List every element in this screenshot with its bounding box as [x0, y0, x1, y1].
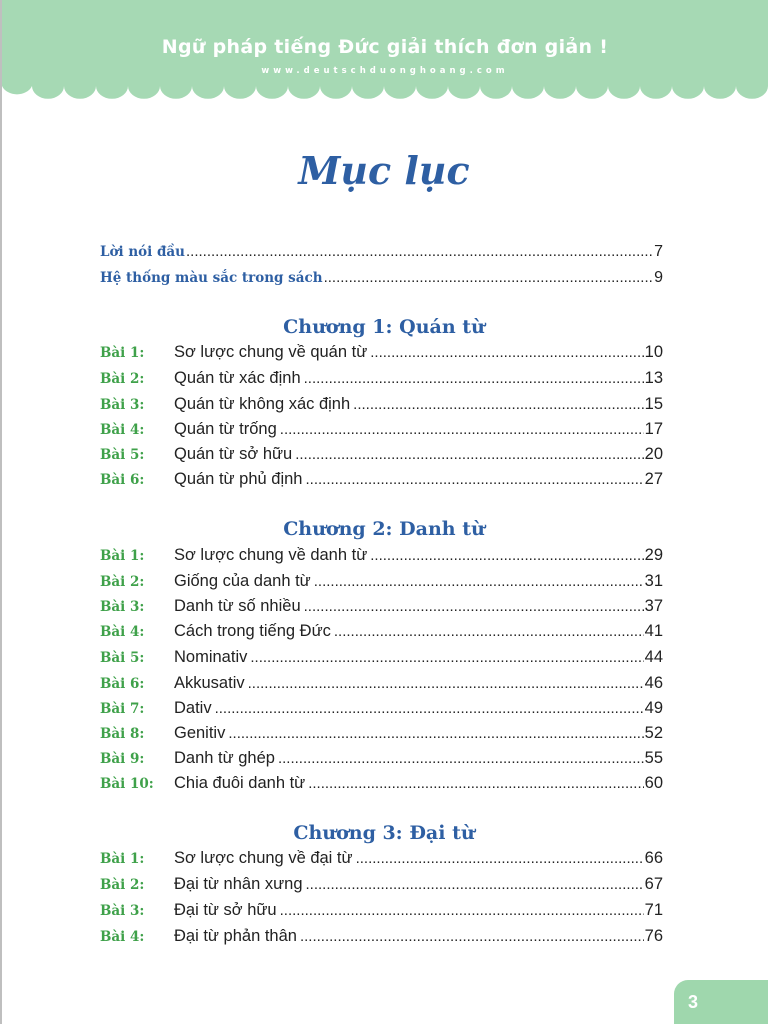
lesson-number: Bài 3:: [100, 903, 145, 919]
toc-lesson[interactable]: [100, 395, 663, 419]
lesson-page: 17: [644, 420, 663, 438]
toc-lesson[interactable]: [100, 445, 663, 469]
lesson-name: Danh từ số nhiều: [174, 597, 301, 615]
lesson-name: Chia đuôi danh từ: [174, 774, 306, 792]
toc-lesson[interactable]: [100, 674, 663, 698]
lesson-number: Bài 7:: [100, 701, 145, 717]
leader-dots: [250, 649, 643, 666]
lesson-number: Bài 2:: [100, 574, 145, 590]
lesson-name: Quán từ xác định: [174, 369, 301, 387]
lesson-name: Quán từ phủ định: [174, 470, 303, 488]
lesson-number: Bài 5:: [100, 447, 145, 463]
toc-lesson[interactable]: [100, 724, 663, 748]
book-title: Ngữ pháp tiếng Đức giải thích đơn giản !: [161, 36, 609, 58]
leader-dots: [314, 573, 644, 590]
toc-lesson[interactable]: [100, 901, 663, 925]
toc-lesson[interactable]: [100, 420, 663, 444]
leader-dots: [370, 344, 643, 361]
lesson-page: 49: [644, 699, 663, 717]
lesson-number: Bài 6:: [100, 676, 145, 692]
toc-lesson[interactable]: [100, 875, 663, 899]
lesson-number: Bài 1:: [100, 548, 145, 564]
lesson-name: Đại từ phản thân: [174, 927, 297, 945]
leader-dots: [280, 421, 644, 438]
leader-dots: [186, 243, 653, 260]
lesson-name: Sơ lược chung về quán từ: [174, 343, 368, 361]
leader-dots: [308, 775, 643, 792]
toc-entry-preface[interactable]: [100, 243, 663, 267]
lesson-number: Bài 4:: [100, 422, 145, 438]
leader-dots: [280, 902, 644, 919]
lesson-page: 41: [644, 622, 663, 640]
chapter-1-heading: Chương 1: Quán từ: [283, 316, 485, 338]
lesson-page: 52: [644, 724, 663, 742]
toc-lesson[interactable]: [100, 749, 663, 773]
leader-dots: [353, 396, 643, 413]
website-url: www.deutschduonghoang.com: [261, 66, 509, 76]
toc-lesson[interactable]: [100, 648, 663, 672]
lesson-number: Bài 5:: [100, 650, 145, 666]
lesson-page: 29: [644, 546, 663, 564]
leader-dots: [304, 598, 644, 615]
leader-dots: [215, 700, 644, 717]
lesson-page: 67: [644, 875, 663, 893]
leader-dots: [228, 725, 643, 742]
lesson-page: 60: [644, 774, 663, 792]
lesson-number: Bài 4:: [100, 624, 145, 640]
leader-dots: [300, 928, 644, 945]
toc-lesson[interactable]: [100, 622, 663, 646]
leader-dots: [304, 370, 644, 387]
leader-dots: [324, 269, 654, 286]
lesson-name: Cách trong tiếng Đức: [174, 622, 331, 640]
lesson-page: 44: [644, 648, 663, 666]
entry-page: 7: [654, 243, 663, 260]
page-number-tab: 3: [674, 980, 768, 1024]
lesson-number: Bài 1:: [100, 345, 145, 361]
lesson-page: 13: [644, 369, 663, 387]
lesson-page: 55: [644, 749, 663, 767]
toc-lesson[interactable]: [100, 849, 663, 873]
lesson-name: Quán từ không xác định: [174, 395, 351, 413]
leader-dots: [356, 850, 644, 867]
leader-dots: [306, 876, 644, 893]
toc-lesson[interactable]: [100, 546, 663, 570]
lesson-name: Genitiv: [174, 724, 226, 742]
toc-lesson[interactable]: [100, 369, 663, 393]
toc-lesson[interactable]: [100, 927, 663, 951]
lesson-page: 46: [644, 674, 663, 692]
lesson-page: 71: [644, 901, 663, 919]
lesson-page: 20: [644, 445, 663, 463]
leader-dots: [278, 750, 644, 767]
lesson-page: 10: [644, 343, 663, 361]
lesson-number: Bài 2:: [100, 371, 145, 387]
lesson-page: 31: [644, 572, 663, 590]
toc-lesson[interactable]: [100, 699, 663, 723]
leader-dots: [334, 623, 644, 640]
lesson-page: 37: [644, 597, 663, 615]
toc-lesson[interactable]: [100, 572, 663, 596]
toc-entry-color-system[interactable]: [100, 269, 663, 293]
lesson-page: 66: [644, 849, 663, 867]
lesson-name: Quán từ trống: [174, 420, 277, 438]
lesson-number: Bài 1:: [100, 851, 145, 867]
lesson-name: Danh từ ghép: [174, 749, 275, 767]
lesson-name: Sơ lược chung về đại từ: [174, 849, 353, 867]
entry-page: 9: [654, 269, 663, 286]
lesson-number: Bài 9:: [100, 751, 145, 767]
leader-dots: [305, 471, 643, 488]
entry-label: Hệ thống màu sắc trong sách: [100, 270, 323, 286]
lesson-number: Bài 3:: [100, 599, 145, 615]
chapter-3-heading: Chương 3: Đại từ: [293, 822, 475, 844]
toc-lesson[interactable]: [100, 343, 663, 367]
lesson-name: Đại từ nhân xưng: [174, 875, 303, 893]
lesson-number: Bài 2:: [100, 877, 145, 893]
toc-lesson[interactable]: [100, 774, 663, 798]
toc-heading: Mục lục: [298, 148, 470, 193]
lesson-number: Bài 10:: [100, 776, 154, 792]
toc-lesson[interactable]: [100, 470, 663, 494]
lesson-name: Giống của danh từ: [174, 572, 311, 590]
page-header: [2, 0, 768, 100]
entry-label: Lời nói đầu: [100, 244, 185, 260]
lesson-page: 76: [644, 927, 663, 945]
toc-lesson[interactable]: [100, 597, 663, 621]
lesson-name: Đại từ sở hữu: [174, 901, 277, 919]
chapter-2-heading: Chương 2: Danh từ: [283, 518, 485, 540]
leader-dots: [370, 547, 643, 564]
lesson-number: Bài 8:: [100, 726, 145, 742]
leader-dots: [295, 446, 643, 463]
leader-dots: [248, 675, 644, 692]
lesson-name: Akkusativ: [174, 674, 245, 692]
lesson-number: Bài 4:: [100, 929, 145, 945]
lesson-page: 27: [644, 470, 663, 488]
lesson-number: Bài 3:: [100, 397, 145, 413]
lesson-name: Dativ: [174, 699, 212, 717]
lesson-name: Nominativ: [174, 648, 248, 666]
lesson-name: Sơ lược chung về danh từ: [174, 546, 368, 564]
lesson-name: Quán từ sở hữu: [174, 445, 293, 463]
lesson-number: Bài 6:: [100, 472, 145, 488]
lesson-page: 15: [644, 395, 663, 413]
